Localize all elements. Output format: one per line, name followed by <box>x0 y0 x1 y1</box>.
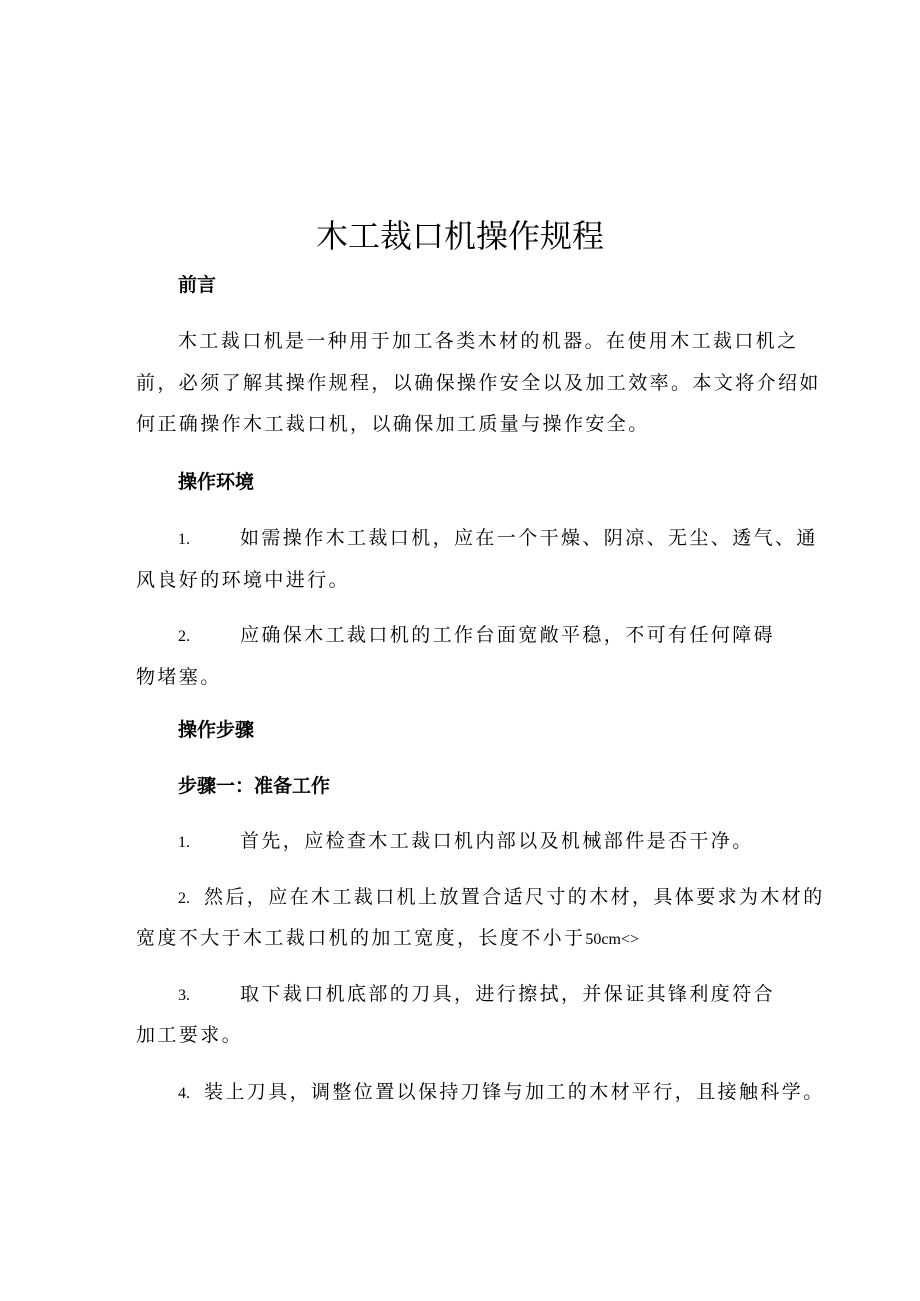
list-number: 1. <box>178 531 190 548</box>
step1-heading: 步骤一：准备工作 <box>178 775 331 797</box>
list-number: 2. <box>178 890 190 907</box>
environment-heading: 操作环境 <box>178 471 255 493</box>
list-item-text: 装上刀具，调整位置以保持刀锋与加工的木材平行，且接触科学。 <box>204 1081 825 1103</box>
environment-item-2-continued: 物堵塞。 <box>136 666 222 688</box>
preface-line-2: 前，必须了解其操作规程，以确保操作安全以及加工效率。本文将介绍如 <box>136 372 821 394</box>
list-item-text: 首先，应检查木工裁口机内部以及机械部件是否干净。 <box>240 830 754 852</box>
preface-line-3: 何正确操作木工裁口机，以确保加工质量与操作安全。 <box>136 413 650 435</box>
document-title: 木工裁口机操作规程 <box>315 217 604 255</box>
list-number: 2. <box>178 628 190 645</box>
steps-heading: 操作步骤 <box>178 719 255 741</box>
list-item-text: 然后，应在木工裁口机上放置合适尺寸的木材，具体要求为木材的 <box>204 886 825 908</box>
list-number: 3. <box>178 987 190 1004</box>
environment-item-1 <box>178 523 818 555</box>
list-item-text: 如需操作木工裁口机，应在一个干燥、阴凉、无尘、透气、通 <box>240 527 818 549</box>
preface-line-1: 木工裁口机是一种用于加工各类木材的机器。在使用木工裁口机之 <box>178 330 799 352</box>
environment-item-1-continued: 风良好的环境中进行。 <box>136 569 351 591</box>
list-item-text: 应确保木工裁口机的工作台面宽敞平稳，不可有任何障碍 <box>240 624 776 646</box>
list-item-text: 宽度不大于木工裁口机的加工宽度，长度不小于 <box>136 927 586 949</box>
list-item-measure: 50cm<> <box>585 931 639 948</box>
preface-heading: 前言 <box>178 274 217 296</box>
step1-item-2 <box>178 882 825 914</box>
environment-item-2 <box>178 620 775 652</box>
step1-item-1 <box>178 826 754 858</box>
step1-item-3-continued: 加工要求。 <box>136 1024 244 1046</box>
list-item-text: 取下裁口机底部的刀具，进行擦拭，并保证其锋利度符合 <box>240 983 776 1005</box>
step1-item-3 <box>178 979 775 1011</box>
list-number: 4. <box>178 1085 190 1102</box>
step1-item-4 <box>178 1077 825 1109</box>
step1-item-2-continued <box>136 923 639 955</box>
list-number: 1. <box>178 834 190 851</box>
